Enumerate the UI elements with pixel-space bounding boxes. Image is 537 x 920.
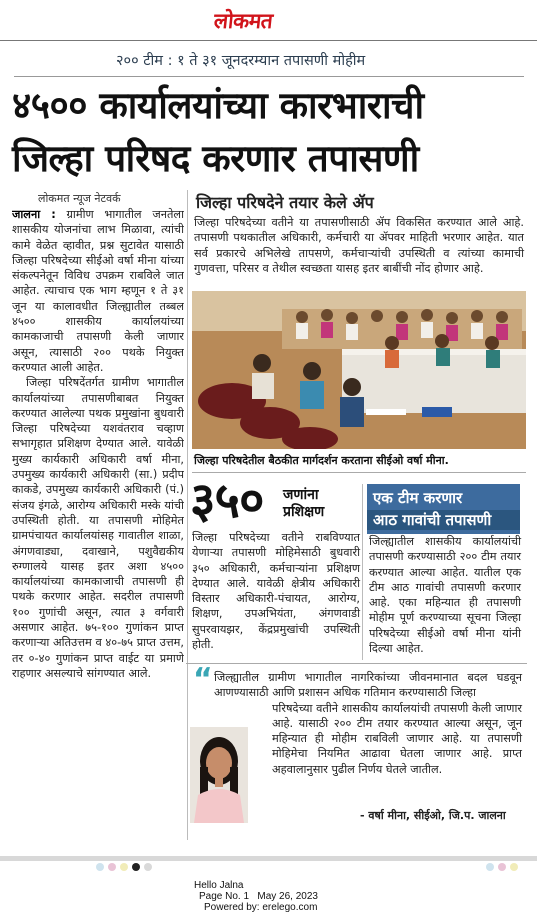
portrait-illustration <box>190 727 248 823</box>
color-registration-dots-right <box>486 863 518 871</box>
newspaper-logo: लोकमत <box>212 8 274 33</box>
headline-line-2: जिल्हा परिषद करणार तपासणी <box>12 137 419 180</box>
training-label <box>283 487 324 521</box>
footer-powered-by: Powered by: erelego.com <box>204 902 318 913</box>
epaper-footer <box>194 880 318 913</box>
ceo-portrait <box>190 727 248 823</box>
meeting-photo-illustration <box>192 291 526 449</box>
quote-mark-icon: “ <box>193 662 213 697</box>
training-label-line-2: प्रशिक्षण <box>283 504 325 520</box>
quote-text <box>214 670 522 777</box>
footer-page-number: Page No. 1 <box>199 891 250 902</box>
team-heading-line-1: एक टीम करणार <box>373 489 463 507</box>
story-paragraph-1 <box>12 207 184 375</box>
app-section-heading: जिल्हा परिषदेने तयार केले ॲप <box>196 193 374 212</box>
registration-dot <box>498 863 506 871</box>
training-label-line-1: जणांना <box>283 487 319 503</box>
footer-date: May 26, 2023 <box>257 891 318 902</box>
app-section-body: जिल्हा परिषदेच्या वतीने या तपासणीसाठी ॲप विकसित करण्यात आले आहे. तपासणी पथकातील अधिकारी, कर्मचारी या ॲपवर माहिती भरणार आहेत. यात सर्व प्रकारचे अभिलेखे तापसणे, कर्मचाऱ्यांची उपस्थिती व त्यांच्या कामाची गुणवत्ता, परिसर व तेथील स्वच्छता यासह इतर बाबींची नोंद होणार आहे. <box>194 216 524 275</box>
registration-dot <box>510 863 518 871</box>
photo-caption: जिल्हा परिषदेतील बैठकीत मार्गदर्शन करताना सीईओ वर्षा मीना. <box>194 454 449 467</box>
registration-dot <box>144 863 152 871</box>
training-body: जिल्हा परिषदेच्या वतीने राबविण्यात येणाऱ्या तपासणी मोहिमेसाठी बुधवारी ३५० अधिकारी, कर्मचाऱ्यांना प्रशिक्षण देण्यात आले. यावेळी क्षेत्रीय अधिकारी विस्तार अधिकारी-पंचायत, आरोग्य, शिक्षण, उपअभियंता, अंगणवाडी सुपरवायझर, केंद्रप्रमुखांची उपस्थिती होती. <box>192 531 360 652</box>
team-body: जिल्ह्यातील शासकीय कार्यालयांची तपासणी करण्यासाठी २०० टीम तयार करण्यात आल्या आहेत. यातील एक टीम आठ गावांची तपासणी करणार आहे. एका महिन्यात ही तपासणी मोहीम पूर्ण करण्याच्या सूचना जिल्हा परिषदेच्या सीईओ वर्षा मीना यांनी दिल्या आहेत. <box>369 535 521 656</box>
headline-line-1: ४५०० कार्यालयांच्या कारभाराची <box>12 84 424 127</box>
registration-dot <box>108 863 116 871</box>
team-heading-line-2: आठ गावांची तपासणी <box>367 510 520 530</box>
meeting-photo <box>192 291 526 449</box>
byline: लोकमत न्यूज नेटवर्क <box>38 192 121 205</box>
footer-page-date <box>194 891 318 902</box>
masthead-divider <box>0 40 537 41</box>
quote-rest: परिषदेच्या वतीने शासकीय कार्यालयांची तपासणी केली जाणार आहे. यासाठी २०० टीम तयार करण्यात आल्या असून, जून महिन्यात ही मोहीम राबविली जाणार आहे. या तपासणी मोहिमेचा नियमित आढावा घेतला जाणार आहे. प्राप्त अहवालानुसार पुढील निर्णय घेतले जातील. <box>272 701 522 776</box>
story-paragraph-2: जिल्हा परिषदेंतर्गत ग्रामीण भागातील कार्यालयांच्या तपासणीबाबत नियुक्त करण्यात आलेल्या पथक प्रमुखांना बुधवारी जिल्हा परिषदेच्या यशवंतराव चव्हाण सभागृहात प्रशिक्षण देण्यात आले. यावेळी मुख्य कार्यकारी अधिकारी वर्षा मीना, उपमुख्य कार्यकारी अधिकारी (सा.) प्रदीप काकडे, उपमुख्य कार्यकारी अधिकारी (पं.) संजय इंगळे, आरोग्य अधिकारी मस्के यांची उपस्थिती होती. या तपासणी मोहिमेत ग्रामपंचायत कार्यालयांसह गावातील शाळा, अंगणवाड्या, दवाखाने, पशुवैद्यकीय रुग्णालये यासह इतर अशा ४५०० कार्यालयांच्या कामकाजाची तपासणी ही पथके करणार आहेत. सदरील तपासणी १०० गुणांची असून, त्यात ३ वर्गवारी असणार आहेत. ७५-१०० गुणांकन प्राप्त करणाऱ्या अतिउत्तम व ४०-७५ प्राप्त उत्तम, तर ०-४० गुणांकन प्राप्त वाईट या प्रमाणे राहणार असल्याचे सांगण्यात आले. <box>12 376 184 680</box>
color-registration-dots-left <box>96 863 152 871</box>
page-bottom-rule <box>0 856 537 861</box>
quote-lead: जिल्ह्यातील ग्रामीण भागातील नागरिकांच्या जीवनमानात बदल घडवून आणण्यासाठी आणि प्रशासन अधिक गतिमान करण्यासाठी जिल्हा <box>214 671 522 700</box>
registration-dot <box>132 863 140 871</box>
training-count: ३५० <box>190 472 264 529</box>
masthead <box>0 0 537 46</box>
headline-kicker: २०० टीम : १ ते ३१ जूनदरम्यान तपासणी मोहीम <box>116 53 366 69</box>
story-text-1: ग्रामीण भागातील जनतेला शासकीय योजनांचा लाभ मिळावा, त्यांची कामे वेळेत व्हावीत, प्रश्न सुटावेत यासाठी जिल्हा परिषदेच्या सीईओ वर्षा मीना यांच्या संकल्पनेतून विविध उपक्रम राबविले जात आहेत. त्याचाच एक भाग म्हणून १ ते ३१ जून या कालावधीत जिल्ह्यातील तब्बल ४५०० शासकीय कार्यालयांच्या कामकाजाची तपासणी केली जाणार असून, त्यासाठी २०० पथके नियुक्त करण्यात आली आहेत. <box>12 208 184 374</box>
team-heading-box <box>367 484 520 534</box>
dateline: जालना : <box>12 208 56 221</box>
middle-column-divider <box>362 484 363 660</box>
footer-edition-title: Hello Jalna <box>194 880 244 891</box>
registration-dot <box>96 863 104 871</box>
registration-dot <box>486 863 494 871</box>
main-story-column <box>12 207 184 842</box>
quote-attribution: - वर्षा मीना, सीईओ, जि.प. जालना <box>360 809 506 822</box>
registration-dot <box>120 863 128 871</box>
kicker-divider <box>14 76 524 77</box>
